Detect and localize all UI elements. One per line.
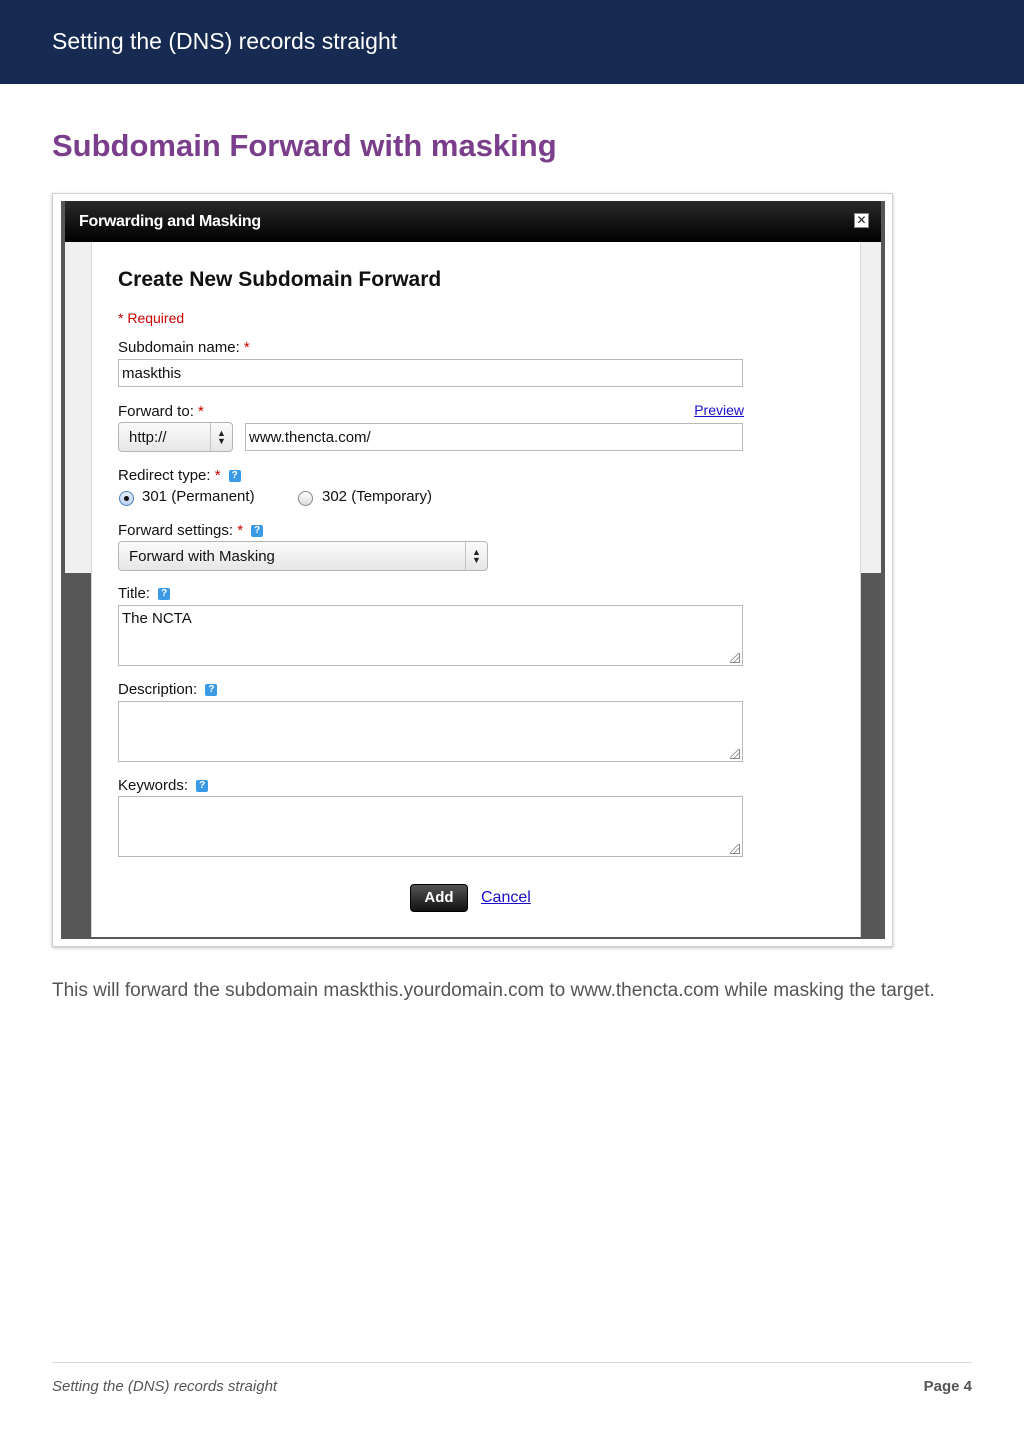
description-textarea[interactable] [118,701,743,762]
radio-301[interactable] [119,491,134,506]
dialog-titlebar [65,201,881,242]
page-header [0,0,1024,84]
page-number: Page 4 [923,1378,972,1395]
help-icon[interactable]: ? [158,588,170,600]
keywords-textarea[interactable] [118,796,743,857]
radio-301-label: 301 (Permanent) [142,488,255,505]
form-panel [91,242,861,937]
title-textarea[interactable]: The NCTA [118,605,743,666]
forward-settings-label: Forward settings: * ? [118,522,263,539]
required-star: * [214,467,221,484]
forward-url-input[interactable]: www.thencta.com/ [245,423,743,451]
description-label: Description: ? [118,681,217,698]
help-icon[interactable]: ? [205,684,217,696]
dialog-window [61,201,885,939]
help-icon[interactable]: ? [229,470,241,482]
subdomain-input[interactable]: maskthis [118,359,743,387]
resize-grip-icon[interactable] [730,653,740,663]
radio-302-label: 302 (Temporary) [322,488,433,505]
help-icon[interactable]: ? [196,780,208,792]
select-arrows-icon: ▲ ▼ [465,542,487,570]
required-note: * Required [118,310,185,326]
header-title: Setting the (DNS) records straight [52,28,398,54]
required-star: * [237,522,244,539]
form-heading: Create New Subdomain Forward [118,268,442,291]
redirect-type-label: Redirect type: * ? [118,467,241,484]
forward-settings-select[interactable]: Forward with Masking ▲ ▼ [118,541,488,571]
select-arrows-icon: ▲ ▼ [210,423,232,451]
screenshot-figure [52,193,893,947]
required-star: * [198,403,204,420]
help-icon[interactable]: ? [251,525,263,537]
subdomain-label: Subdomain name: * [118,339,250,356]
protocol-select[interactable]: http:// ▲ ▼ [118,422,233,452]
footer-divider [52,1362,972,1363]
footer-doc-title: Setting the (DNS) records straight [52,1378,278,1395]
keywords-label: Keywords: ? [118,777,208,794]
add-button[interactable]: Add [410,884,468,912]
section-title: Subdomain Forward with masking [52,128,557,163]
cancel-link[interactable]: Cancel [481,889,531,906]
dialog-title: Forwarding and Masking [79,213,261,230]
radio-302[interactable] [298,491,313,506]
close-icon[interactable]: ✕ [854,213,869,228]
preview-link[interactable]: Preview [694,402,744,418]
resize-grip-icon[interactable] [730,749,740,759]
resize-grip-icon[interactable] [730,844,740,854]
title-label: Title: ? [118,585,170,602]
body-paragraph: This will forward the subdomain maskthis.yourdomain.com to www.thencta.com while masking the target. [52,980,935,1001]
forward-to-label: Forward to: * [118,403,204,420]
required-star: * [243,339,250,356]
